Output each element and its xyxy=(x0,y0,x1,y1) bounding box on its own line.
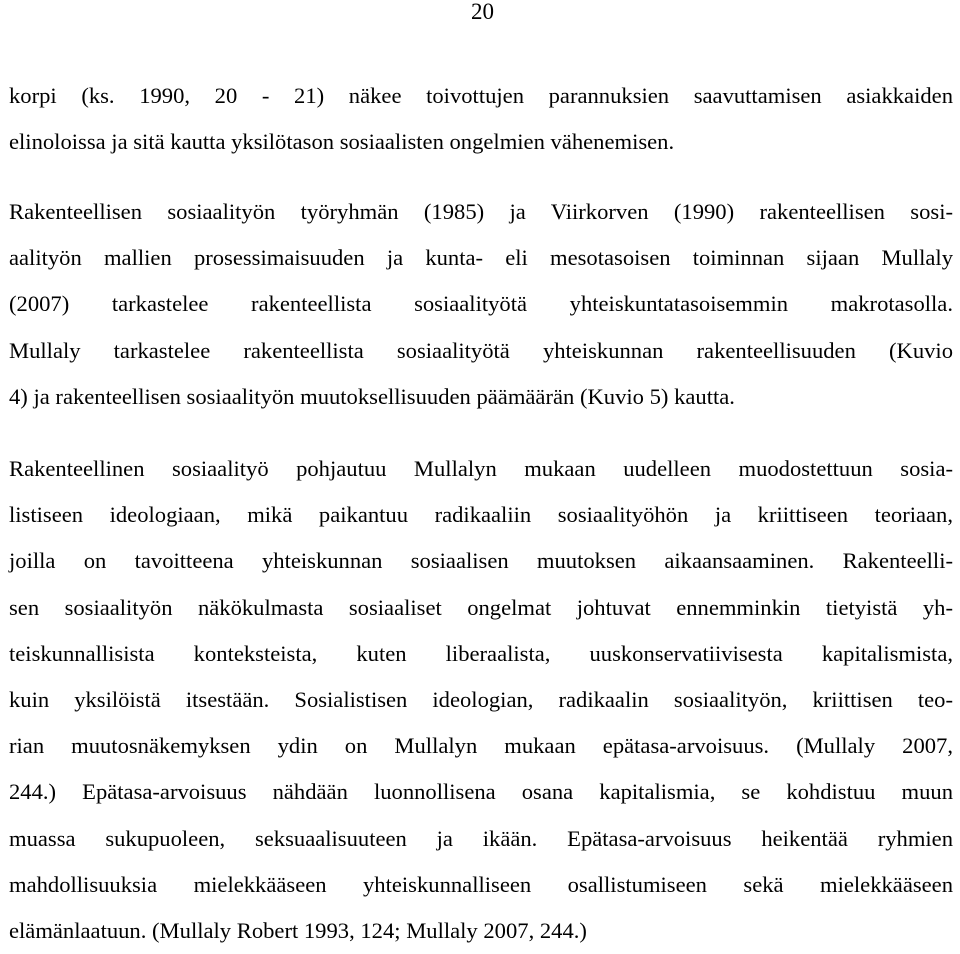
text-line: Rakenteellinen sosiaalityö pohjautuu Mullalyn mukaan uudelleen muodostettuun sosia- xyxy=(9,456,953,481)
text-line: Mullaly tarkastelee rakenteellista sosiaalityötä yhteiskunnan rakenteellisuuden (Kuvio xyxy=(9,337,953,363)
text-line: Rakenteellisen sosiaalityön työryhmän (1985) ja Viirkorven (1990) rakenteellisen sosi- xyxy=(9,199,953,224)
text-line: kuin yksilöistä itsestään. Sosialistisen ideologian, radikaalin sosiaalityön, kriittisen teo- xyxy=(9,687,953,713)
text-line: korpi (ks. 1990, 20 - 21) näkee toivottujen parannuksien saavuttamisen asiakkaiden xyxy=(9,83,953,108)
text-line: aalityön mallien prosessimaisuuden ja kunta- eli mesotasoisen toiminnan sijaan Mullaly xyxy=(9,245,953,271)
paragraph-3 xyxy=(9,446,953,954)
text-line: mahdollisuuksia mielekkääseen yhteiskunnalliseen osallistumiseen sekä mielekkääseen xyxy=(9,871,953,897)
text-line: teiskunnallisista konteksteista, kuten liberaalista, uuskonservatiivisesta kapitalismista, xyxy=(9,640,953,666)
text-line: sen sosiaalityön näkökulmasta sosiaaliset ongelmat johtuvat ennemminkin tietyistä yh- xyxy=(9,594,953,620)
text-line: elinoloissa ja sitä kautta yksilötason sosiaalisten ongelmien vähenemisen. xyxy=(9,129,675,155)
text-line: (2007) tarkastelee rakenteellista sosiaalityötä yhteiskuntatasoisemmin makrotasolla. xyxy=(9,291,953,317)
text-line: muassa sukupuoleen, seksuaalisuuteen ja ikään. Epätasa-arvoisuus heikentää ryhmien xyxy=(9,825,953,851)
text-line: joilla on tavoitteena yhteiskunnan sosiaalisen muutoksen aikaansaaminen. Rakenteelli- xyxy=(9,548,953,574)
page-number: 20 xyxy=(471,0,494,24)
paragraph-2 xyxy=(9,189,953,420)
text-line: elämänlaatuun. (Mullaly Robert 1993, 124; Mullaly 2007, 244.) xyxy=(9,918,587,944)
text-line: listiseen ideologiaan, mikä paikantuu radikaaliin sosiaalityöhön ja kriittiseen teoriaan, xyxy=(9,502,953,528)
paragraph-1 xyxy=(9,73,953,165)
text-line: 244.) Epätasa-arvoisuus nähdään luonnollisena osana kapitalismia, se kohdistuu muun xyxy=(9,779,953,805)
text-line: rian muutosnäkemyksen ydin on Mullalyn mukaan epätasa-arvoisuus. (Mullaly 2007, xyxy=(9,733,953,759)
text-line: 4) ja rakenteellisen sosiaalityön muutoksellisuuden päämäärän (Kuvio 5) kautta. xyxy=(9,383,735,409)
